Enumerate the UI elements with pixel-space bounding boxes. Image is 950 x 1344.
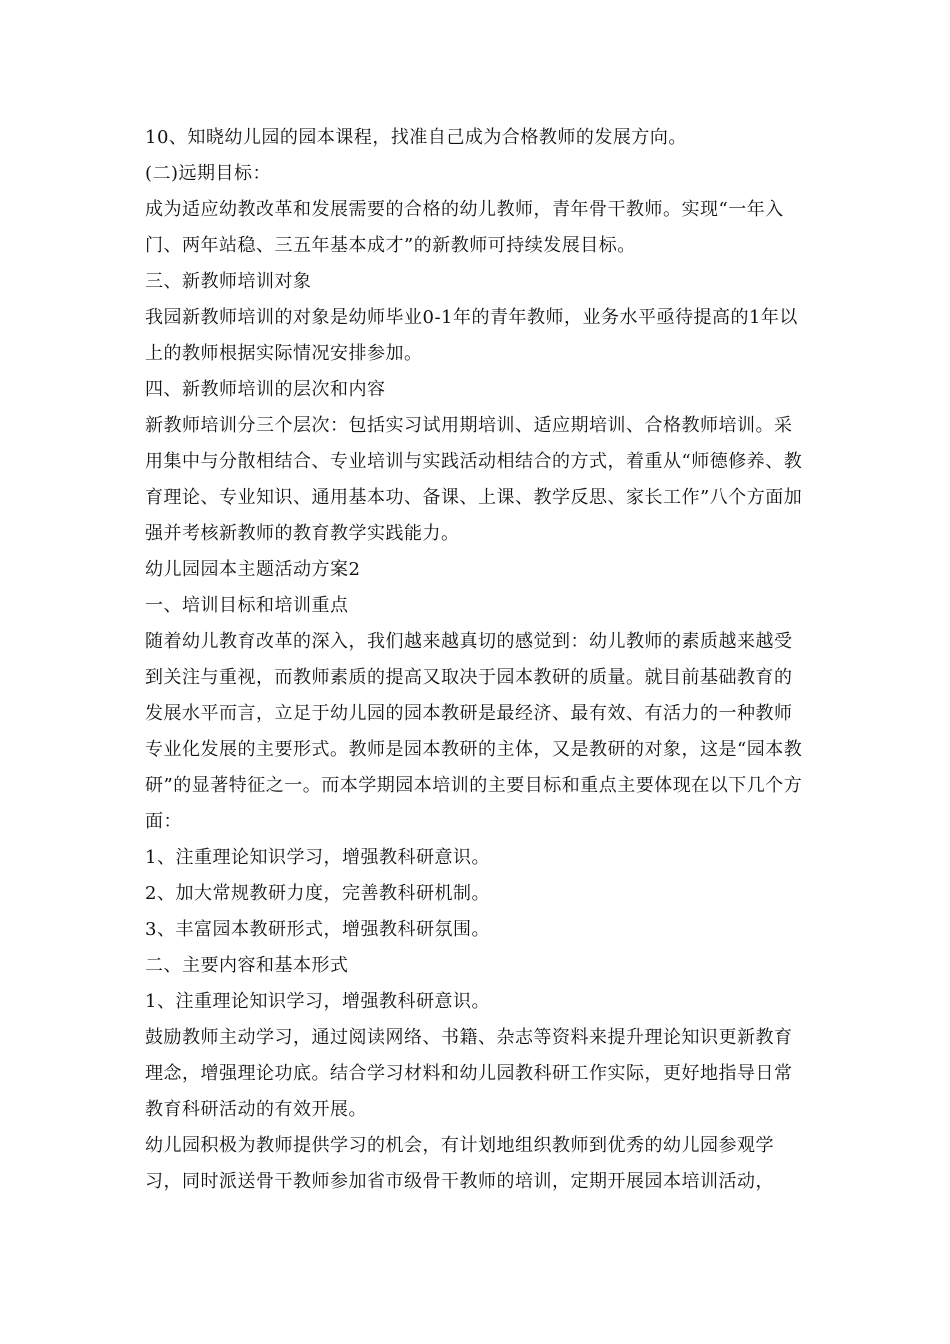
section-heading: 四、新教师培训的层次和内容 [145, 379, 386, 400]
paragraph: (二)远期目标： [145, 163, 272, 184]
paragraph: 成为适应幼教改革和发展需要的合格的幼儿教师，青年骨干教师。实现“一年入门、两年站稳、三五年基本成才”的新教师可持续发展目标。 [145, 199, 784, 256]
document-title: 幼儿园园本主题活动方案2 [145, 559, 361, 580]
section-heading: 三、新教师培训对象 [145, 271, 312, 292]
section-heading: 二、主要内容和基本形式 [145, 955, 349, 976]
paragraph: 幼儿园积极为教师提供学习的机会，有计划地组织教师到优秀的幼儿园参观学习，同时派送骨干教师参加省市级骨干教师的培训，定期开展园本培训活动， [145, 1135, 774, 1192]
paragraph: 新教师培训分三个层次：包括实习试用期培训、适应期培训、合格教师培训。采用集中与分散相结合、专业培训与实践活动相结合的方式，着重从“师德修养、教育理论、专业知识、通用基本功、备课、上课、教学反思、家长工作”八个方面加强并考核新教师的教育教学实践能力。 [145, 415, 803, 544]
paragraph: 10、知晓幼儿园的园本课程，找准自己成为合格教师的发展方向。 [145, 127, 687, 148]
paragraph: 随着幼儿教育改革的深入，我们越来越真切的感觉到：幼儿教师的素质越来越受到关注与重视，而教师素质的提高又取决于园本教研的质量。就目前基础教育的发展水平而言，立足于幼儿园的园本教研是最经济、最有效、有活力的一种教师专业化发展的主要形式。教师是园本教研的主体，又是教研的对象，这是“园本教研”的显著特征之一。而本学期园本培训的主要目标和重点主要体现在以下几个方面： [145, 631, 803, 832]
list-item: 1、注重理论知识学习，增强教科研意识。 [145, 847, 490, 868]
list-item: 3、丰富园本教研形式，增强教科研氛围。 [145, 919, 490, 940]
section-heading: 一、培训目标和培训重点 [145, 595, 349, 616]
document-body [145, 120, 810, 1200]
paragraph: 我园新教师培训的对象是幼师毕业0-1年的青年教师，业务水平亟待提高的1年以上的教师根据实际情况安排参加。 [145, 307, 798, 364]
paragraph: 鼓励教师主动学习，通过阅读网络、书籍、杂志等资料来提升理论知识更新教育理念，增强理论功底。结合学习材料和幼儿园教科研工作实际，更好地指导日常教育科研活动的有效开展。 [145, 1027, 793, 1120]
list-item: 1、注重理论知识学习，增强教科研意识。 [145, 991, 490, 1012]
list-item: 2、加大常规教研力度，完善教科研机制。 [145, 883, 490, 904]
